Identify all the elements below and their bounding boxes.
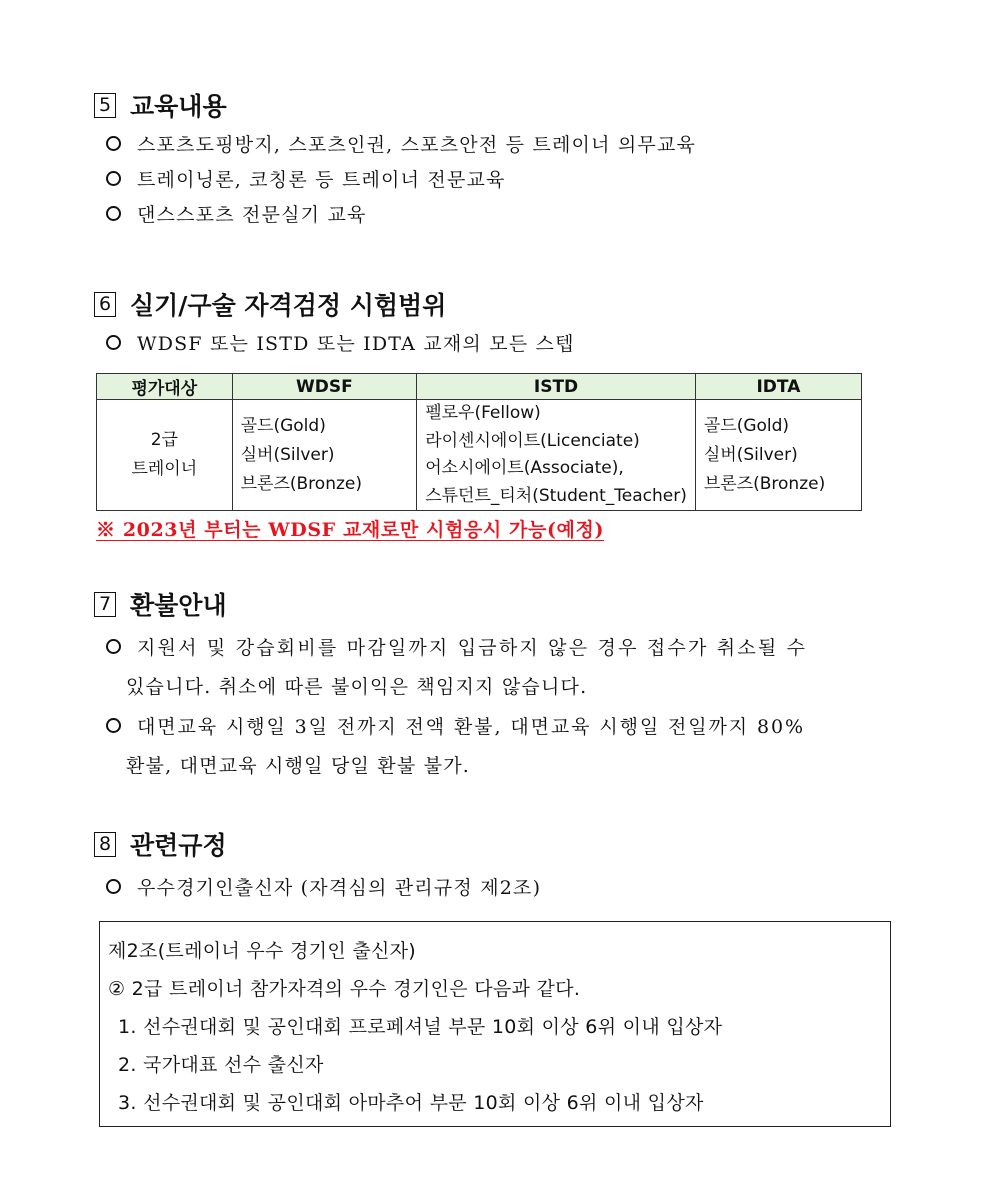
regulation-item: 1. 선수권대회 및 공인대회 프로페셔널 부문 10회 이상 6위 이내 입상자 (118, 1016, 723, 1038)
section-number: 5 (94, 93, 116, 118)
exam-notice: ※ 2023년 부터는 WDSF 교재로만 시험응시 가능(예정) (96, 519, 605, 541)
cell-idta: 골드(Gold) 실버(Silver) 브론즈(Bronze) (695, 400, 861, 511)
table-header-row (97, 374, 862, 400)
bullet-circle-icon (106, 206, 121, 221)
section-title: 교육내용 (130, 92, 227, 121)
list-item: 트레이닝론, 코칭론 등 트레이너 전문교육 (106, 164, 506, 192)
regulation-title: 제2조(트레이너 우수 경기인 출신자) (108, 940, 416, 962)
list-item: 스포츠도핑방지, 스포츠인권, 스포츠안전 등 트레이너 의무교육 (106, 129, 696, 157)
list-item: WDSF 또는 ISTD 또는 IDTA 교재의 모든 스텝 (106, 328, 575, 356)
list-item: 대면교육 시행일 3일 전까지 전액 환불, 대면교육 시행일 전일까지 80% (106, 711, 805, 739)
section-heading-regulations (94, 828, 227, 860)
section-number: 6 (94, 292, 116, 317)
bullet-circle-icon (106, 171, 121, 186)
list-item: 우수경기인출신자 (자격심의 관리규정 제2조) (106, 872, 541, 900)
list-item: 지원서 및 강습회비를 마감일까지 입금하지 않은 경우 접수가 취소될 수 (106, 632, 807, 660)
bullet-circle-icon (106, 335, 121, 350)
section-number: 7 (94, 592, 116, 617)
cell-target: 2급 트레이너 (97, 400, 233, 511)
header-idta: IDTA (695, 374, 861, 400)
section-heading-exam-scope (94, 288, 446, 320)
section-heading-education (94, 89, 227, 121)
header-istd: ISTD (417, 374, 696, 400)
header-wdsf: WDSF (232, 374, 417, 400)
section-title: 관련규정 (130, 831, 227, 860)
regulation-box (99, 921, 891, 1127)
exam-scope-table (96, 373, 862, 511)
section-title: 환불안내 (130, 591, 227, 620)
bullet-circle-icon (106, 879, 121, 894)
list-item: 댄스스포츠 전문실기 교육 (106, 199, 367, 227)
table-row (97, 400, 862, 511)
section-heading-refund (94, 588, 227, 620)
regulation-item: 3. 선수권대회 및 공인대회 아마추어 부문 10회 이상 6위 이내 입상자 (118, 1092, 704, 1114)
bullet-circle-icon (106, 639, 121, 654)
header-target: 평가대상 (97, 374, 233, 400)
cell-istd: 펠로우(Fellow) 라이센시에이트(Licenciate) 어소시에이트(Associate), 스튜던트_티처(Student_Teacher) (417, 400, 696, 511)
list-item-continuation: 환불, 대면교육 시행일 당일 환불 불가. (126, 754, 470, 777)
bullet-circle-icon (106, 718, 121, 733)
bullet-circle-icon (106, 136, 121, 151)
section-title: 실기/구술 자격검정 시험범위 (130, 291, 447, 320)
section-number: 8 (94, 832, 116, 857)
regulation-intro: ② 2급 트레이너 참가자격의 우수 경기인은 다음과 같다. (108, 978, 581, 1000)
cell-wdsf: 골드(Gold) 실버(Silver) 브론즈(Bronze) (232, 400, 417, 511)
regulation-item: 2. 국가대표 선수 출신자 (118, 1054, 324, 1076)
list-item-continuation: 있습니다. 취소에 따른 불이익은 책임지지 않습니다. (126, 675, 588, 698)
